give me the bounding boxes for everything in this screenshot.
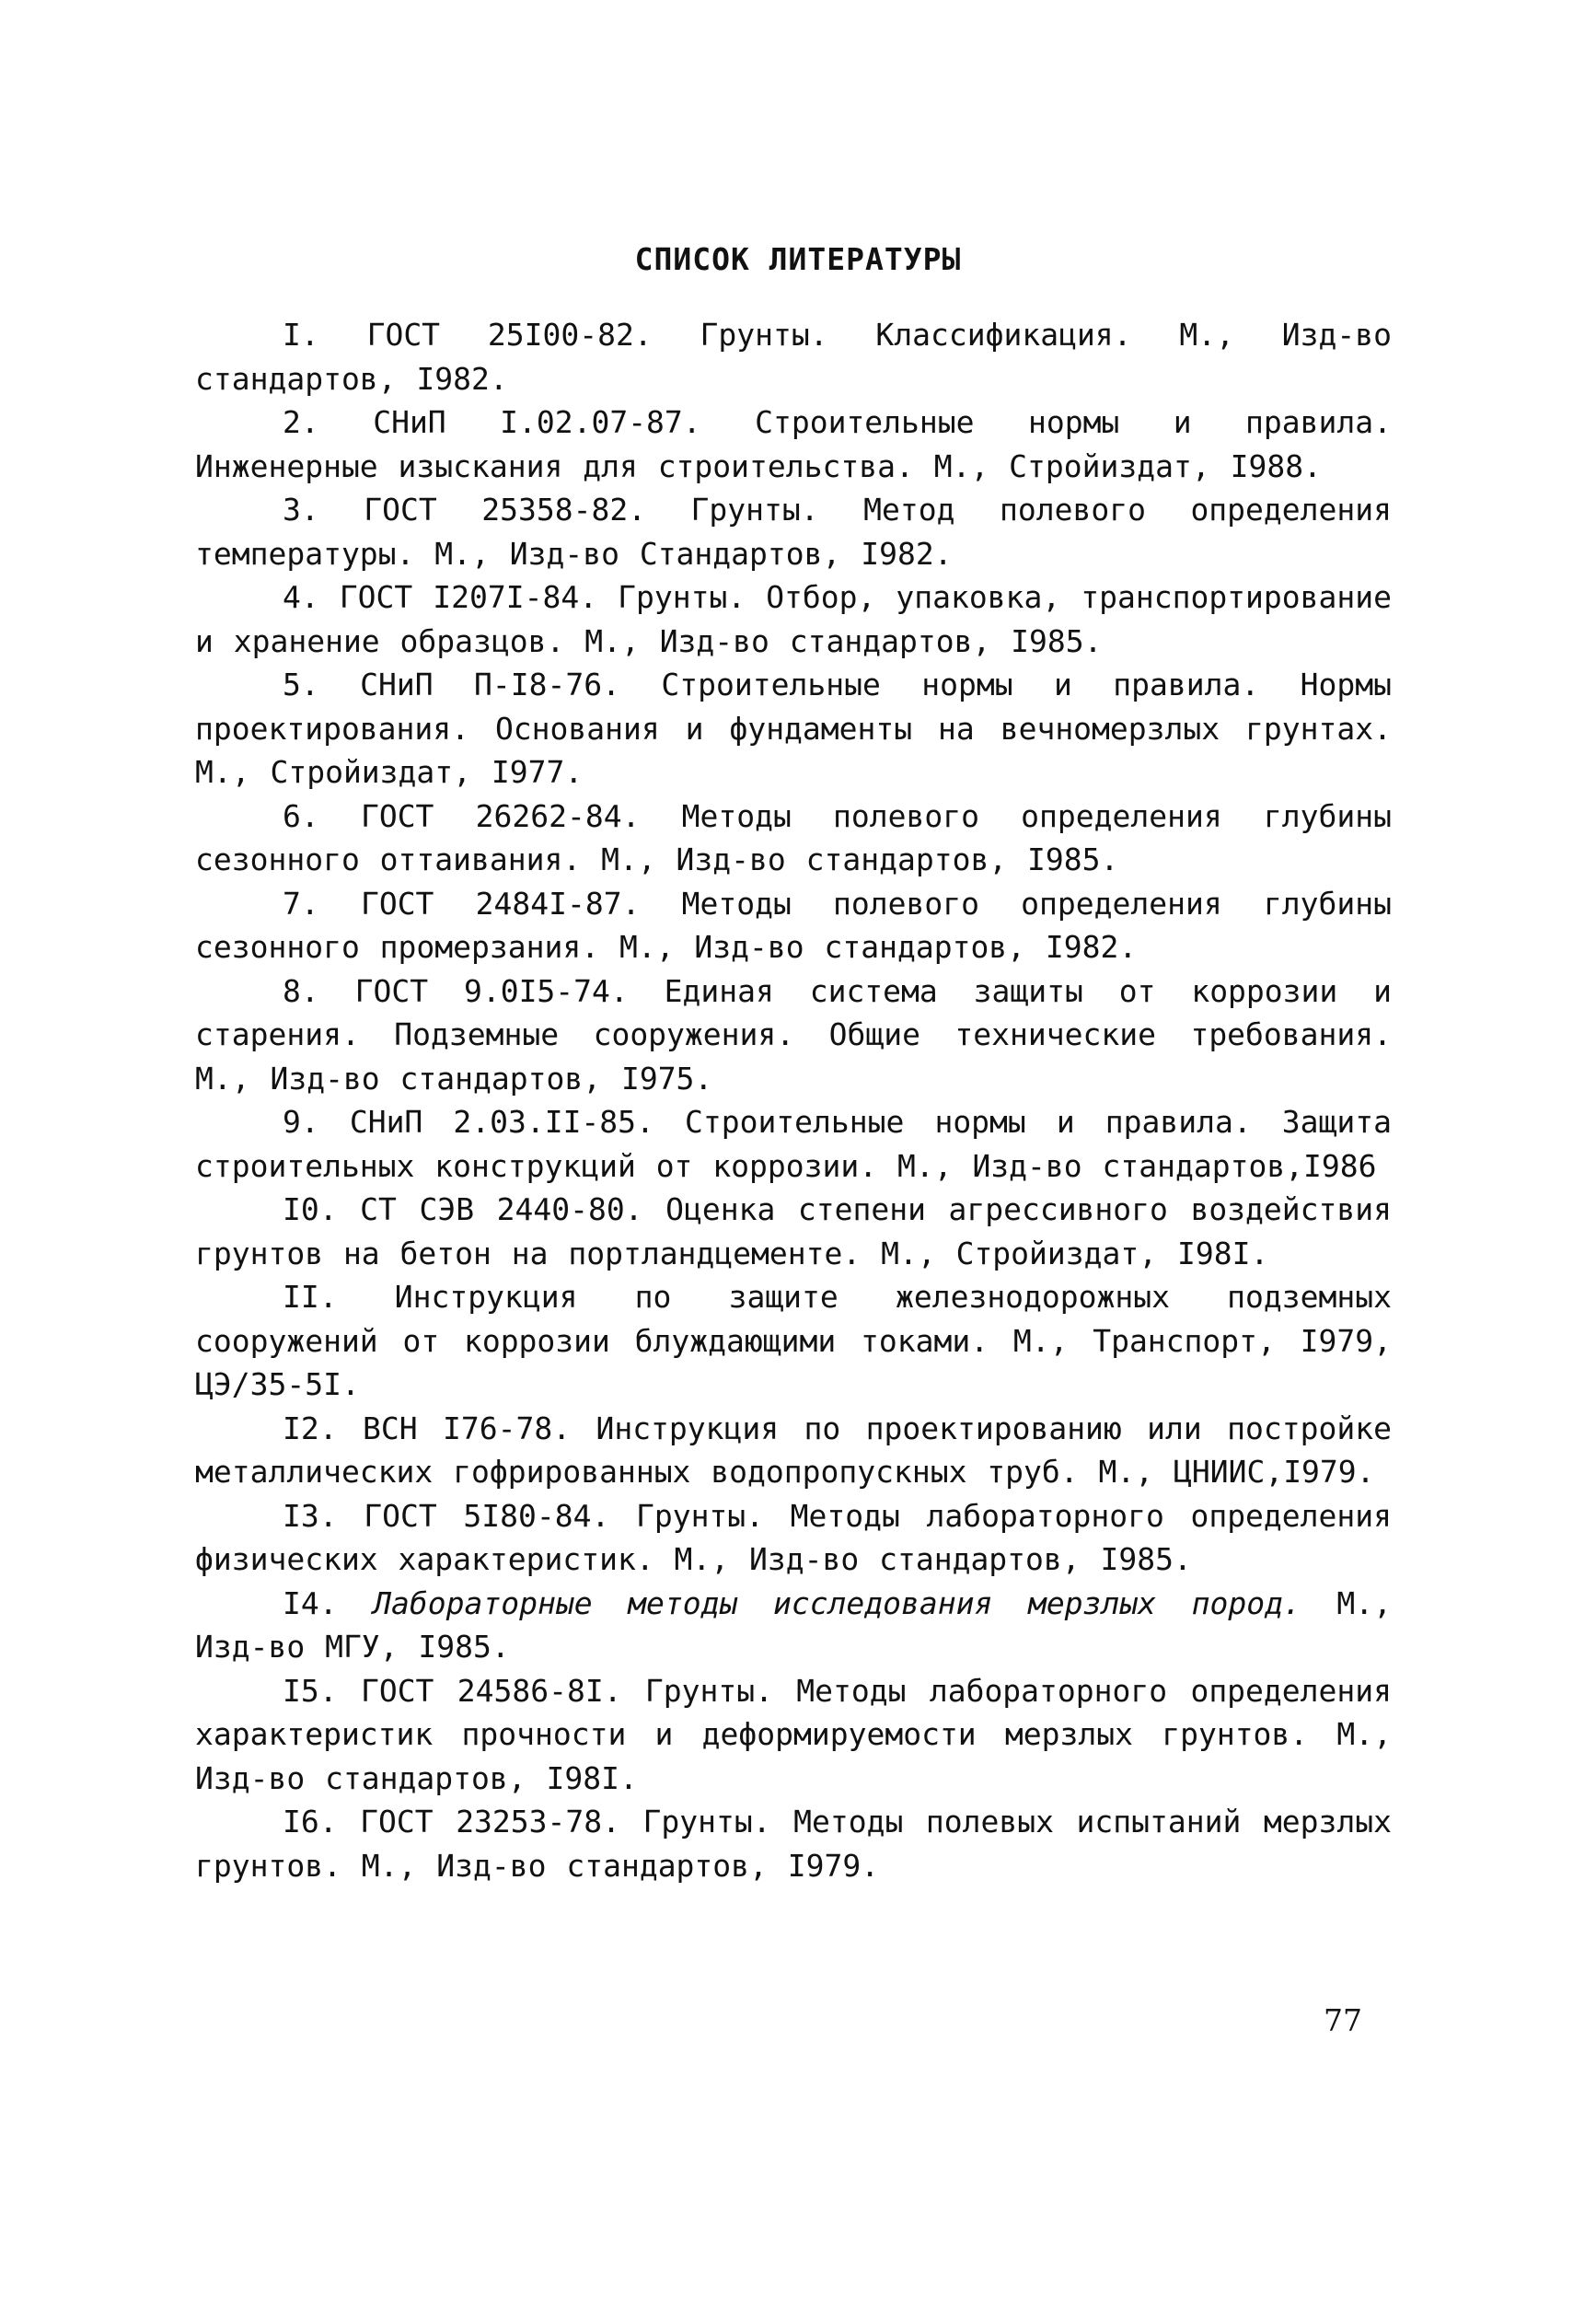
- reference-item: [195, 1582, 1392, 1669]
- reference-item: [195, 488, 1392, 575]
- reference-text: ГОСТ 9.0I5-74. Единая система защиты от коррозии и старения. Подземные сооружения. Общие технические требования. М., Изд-во стандартов, I975.: [195, 972, 1392, 1097]
- reference-number: I4.: [283, 1584, 338, 1621]
- reference-number: 5.: [283, 667, 319, 702]
- reference-text: М., Изд-во МГУ, I985.: [195, 1584, 1392, 1665]
- reference-text: ГОСТ 25358-82. Грунты. Метод полевого определения температуры. М., Изд-во Стандартов, I982.: [195, 492, 1392, 572]
- reference-number: I0.: [283, 1191, 338, 1227]
- reference-list: [195, 313, 1392, 1887]
- reference-number: 7.: [283, 885, 319, 922]
- reference-item: [195, 795, 1392, 882]
- page-number: 77: [1324, 2002, 1362, 2038]
- reference-text: ГОСТ 25I00-82. Грунты. Классификация. М., Изд-во стандартов, I982.: [195, 317, 1392, 397]
- reference-text: СНиП 2.03.II-85. Строительные нормы и правила. Защита строительных конструкций от коррозии. М., Изд-во стандартов,I986: [195, 1104, 1392, 1184]
- reference-text: СНиП П-I8-76. Строительные нормы и правила. Нормы проектирования. Основания и фундаменты на вечномерзлых грунтах. М., Стройиздат, I977.: [195, 667, 1392, 790]
- reference-item: [195, 1275, 1392, 1407]
- reference-item: [195, 1188, 1392, 1275]
- reference-item: [195, 1800, 1392, 1887]
- reference-number: 6.: [283, 797, 319, 834]
- reference-text: ВСН I76-78. Инструкция по проектированию или постройке металлических гофрированных водопропускных труб. М., ЦНИИС,I979.: [195, 1410, 1392, 1490]
- reference-text: ГОСТ 2484I-87. Методы полевого определения глубины сезонного промерзания. М., Изд-во стандартов, I982.: [195, 885, 1392, 965]
- reference-text: ГОСТ 24586-8I. Грунты. Методы лабораторного определения характеристик прочности и деформируемости мерзлых грунтов. М., Изд-во стандартов, I98I.: [195, 1672, 1392, 1796]
- reference-item: [195, 313, 1392, 400]
- reference-number: 2.: [283, 404, 319, 440]
- reference-item: [195, 663, 1392, 795]
- reference-item: [195, 1100, 1392, 1188]
- reference-number: 8.: [283, 972, 319, 1009]
- reference-italic-title: Лабораторные методы исследования мерзлых пород.: [373, 1584, 1301, 1621]
- reference-number: I3.: [283, 1497, 338, 1534]
- reference-text: СНиП I.02.07-87. Строительные нормы и правила. Инженерные изыскания для строительства. М., Стройиздат, I988.: [195, 404, 1392, 484]
- reference-item: [195, 1494, 1392, 1582]
- reference-text: ГОСТ 23253-78. Грунты. Методы полевых испытаний мерзлых грунтов. М., Изд-во стандартов, I979.: [195, 1804, 1392, 1884]
- reference-number: II.: [283, 1279, 338, 1315]
- reference-number: 3.: [283, 492, 319, 528]
- reference-number: I.: [283, 317, 319, 353]
- reference-text: Инструкция по защите железнодорожных подземных сооружений от коррозии блуждающими токами. М., Транспорт, I979, ЦЭ/35-5I.: [195, 1279, 1392, 1402]
- reference-item: [195, 1407, 1392, 1494]
- reference-number: 9.: [283, 1104, 319, 1140]
- reference-text: ГОСТ I207I-84. Грунты. Отбор, упаковка, транспортирование и хранение образцов. М., Изд-во стандартов, I985.: [195, 579, 1392, 659]
- reference-number: I2.: [283, 1410, 338, 1446]
- reference-item: [195, 882, 1392, 969]
- reference-number: I5.: [283, 1672, 338, 1709]
- reference-number: 4.: [283, 579, 319, 615]
- reference-item: [195, 575, 1392, 663]
- reference-item: [195, 400, 1392, 488]
- reference-text: ГОСТ 26262-84. Методы полевого определения глубины сезонного оттаивания. М., Изд-во стандартов, I985.: [195, 797, 1392, 877]
- reference-item: [195, 969, 1392, 1101]
- reference-number: I6.: [283, 1804, 338, 1839]
- page-title: СПИСОК ЛИТЕРАТУРЫ: [634, 241, 962, 277]
- reference-text: ГОСТ 5I80-84. Грунты. Методы лабораторного определения физических характеристик. М., Изд-во стандартов, I985.: [195, 1497, 1393, 1577]
- reference-text: СТ СЭВ 2440-80. Оценка степени агрессивного воздействия грунтов на бетон на портландцементе. М., Стройиздат, I98I.: [195, 1191, 1392, 1271]
- reference-item: [195, 1669, 1392, 1801]
